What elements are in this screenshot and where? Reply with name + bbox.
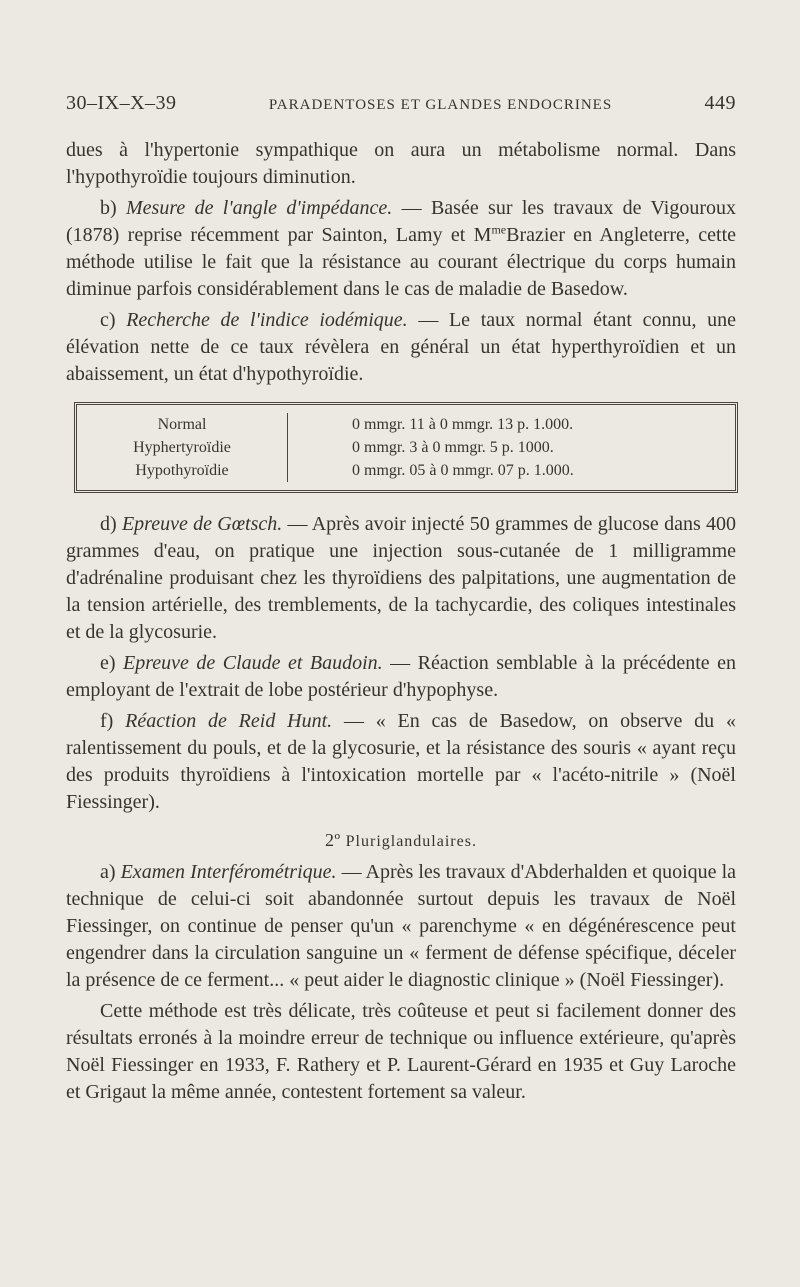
section-title: Pluriglandulaires.: [345, 833, 477, 850]
table-label: Hyphertyroïdie: [133, 439, 231, 456]
item-text: — Après avoir injecté 50 grammes de glucose dans 400 grammes d'eau, on pratique une injection sous-cutanée de 1 milligramme d'adrénaline produisant chez les thyroïdiens des palpitations, une augmentation de la tension artérielle, des tremblements, de la tachycardie, des coliques intestinales et de la glycosurie.: [66, 513, 737, 643]
item-text: — Basée sur les travaux de Vigouroux (1878) reprise récemment par Sainton, Lamy et M: [66, 197, 736, 246]
page-number: 449: [704, 92, 736, 114]
item-letter: c): [100, 309, 127, 331]
superscript: me: [491, 222, 507, 237]
item-letter: b): [100, 197, 126, 219]
paragraph-conclusion: Cette méthode est très délicate, très coûteuse et peut si facilement donner des résultats erronés à la moindre erreur de technique ou influence extérieure, qu'après Noël Fiessinger en 1933, F. Rathery et P. Laurent-Gérard en 1935 et Guy Laroche et Grigaut la même année, contestent fortement sa valeur.: [66, 1000, 736, 1103]
item-letter: f): [100, 710, 126, 732]
item-letter: a): [100, 861, 121, 883]
item-text: — « En cas de Basedow, on observe du « ralentissement du pouls, et de la glycosurie, et la résistance des souris « ayant reçu des produits thyroïdiens à l'intoxication mortelle par « l'acéto-nitrile » (Noël Fiessinger).: [66, 710, 736, 813]
item-text: Brazier en Angleterre, cette méthode utilise le fait que la résistance au courant électrique du corps humain diminue parfois considérablement dans le cas de maladie de Basedow.: [66, 224, 737, 300]
header-issue: 30–IX–X–39: [66, 92, 177, 114]
item-title: Réaction de Reid Hunt.: [125, 710, 333, 732]
table-value: 0 mmgr. 05 à 0 mmgr. 07 p. 1.000.: [352, 462, 574, 479]
item-letter: d): [100, 513, 122, 535]
page: [66, 92, 736, 1106]
paragraph-claude-baudoin: [66, 650, 736, 704]
item-title: Examen Interférométrique.: [120, 861, 337, 883]
table-label: Normal: [157, 416, 207, 433]
item-title: Epreuve de Gœtsch.: [121, 513, 283, 535]
item-text: — Après les travaux d'Abderhalden et quoique la technique de celui-ci soit abandonnée surtout depuis les travaux de Noël Fiessinger, on continue de penser qu'un « parenchyme « en dégénérescence peut engendrer dans la circulation sanguine un « ferment de défense spécifique, déceler la présence de ce ferment... « peut aider le diagnostic clinique » (Noël Fiessinger).: [66, 861, 736, 991]
table-labels: [77, 413, 288, 482]
table-value: 0 mmgr. 11 à 0 mmgr. 13 p. 1.000.: [352, 416, 574, 433]
paragraph-goetsch: [66, 511, 736, 646]
table-values: [288, 413, 735, 482]
iodemic-table: [74, 402, 738, 493]
item-text: — Réaction semblable à la précédente en employant de l'extrait de lobe postérieur d'hypophyse.: [66, 652, 736, 701]
item-title: Mesure de l'angle d'impédance.: [126, 197, 393, 219]
paragraph-impedance: [66, 195, 736, 303]
running-title: PARADENTOSES ET GLANDES ENDOCRINES: [268, 97, 613, 113]
table-value: 0 mmgr. 3 à 0 mmgr. 5 p. 1000.: [352, 439, 554, 456]
item-letter: e): [100, 652, 124, 674]
page-header: [66, 92, 736, 115]
paragraph-metabolism: dues à l'hypertonie sympathique on aura un métabolisme normal. Dans l'hypothyroïdie toujours diminution.: [66, 139, 736, 188]
table-label: Hypothyroïdie: [135, 462, 229, 479]
paragraph-iodemic: [66, 307, 736, 388]
item-title: Recherche de l'indice iodémique.: [126, 309, 408, 331]
section-number: 2º: [325, 830, 346, 850]
paragraph-interferometric: [66, 859, 736, 994]
section-heading: [66, 830, 736, 851]
item-title: Epreuve de Claude et Baudoin.: [123, 652, 383, 674]
paragraph-reid-hunt: [66, 708, 736, 816]
item-text: — Le taux normal étant connu, une élévation nette de ce taux révèlera en général un état hyperthyroïdien et un abaissement, un état d'hypothyroïdie.: [66, 309, 736, 385]
